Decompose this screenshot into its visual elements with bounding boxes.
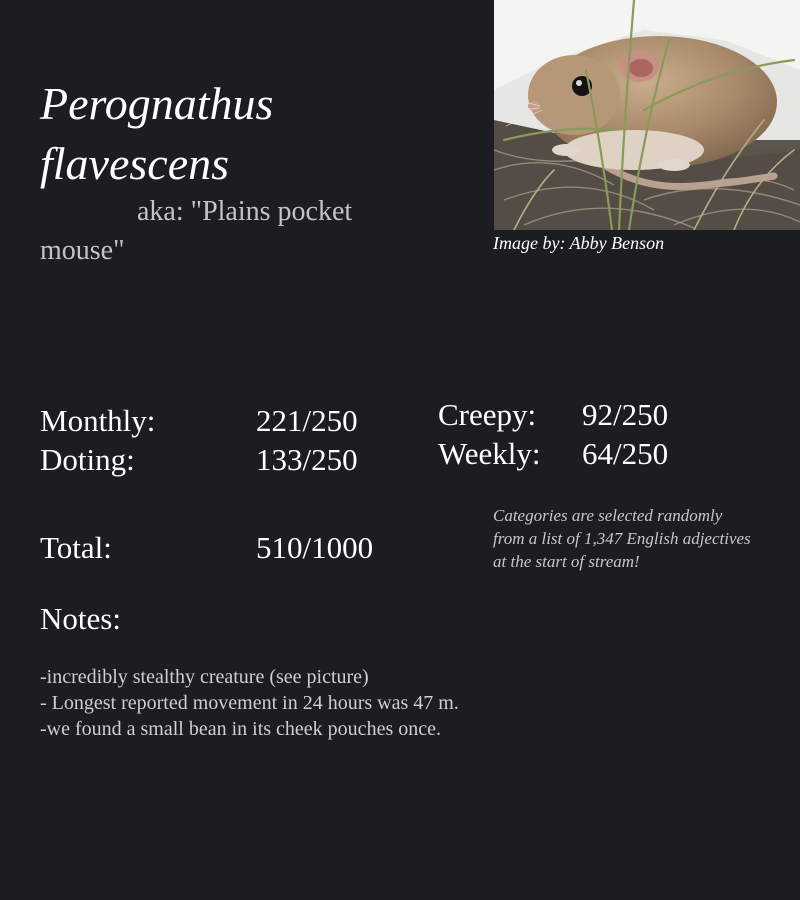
notes-heading: Notes: [40, 601, 121, 636]
stat-total-label: Total: [40, 530, 112, 565]
stat-creepy-value: 92/250 [582, 397, 669, 432]
categories-disclaimer: Categories are selected randomly from a list of 1,347 English adjectives at the start of stream! [493, 506, 751, 571]
stat-creepy-label: Creepy: [438, 397, 537, 432]
image-credit: Image by: Abby Benson [493, 233, 665, 253]
stat-total-value: 510/1000 [256, 530, 374, 565]
stat-weekly-label: Weekly: [438, 436, 541, 471]
note-item: -incredibly stealthy creature (see picture) [40, 666, 369, 688]
species-photo [494, 0, 800, 230]
notes-list [40, 664, 600, 742]
note-item: - Longest reported movement in 24 hours was 47 m. [40, 692, 459, 714]
species-common-name: aka: "Plains pocket mouse" [40, 196, 353, 266]
stat-doting-value: 133/250 [256, 442, 358, 477]
mouse-illustration [494, 0, 800, 230]
stat-monthly-label: Monthly: [40, 403, 156, 438]
species-scientific-name: Perognathus flavescens [40, 78, 274, 189]
stat-monthly-value: 221/250 [256, 403, 358, 438]
stat-doting-label: Doting: [40, 442, 135, 477]
stat-weekly-value: 64/250 [582, 436, 669, 471]
note-item: -we found a small bean in its cheek pouches once. [40, 718, 441, 740]
